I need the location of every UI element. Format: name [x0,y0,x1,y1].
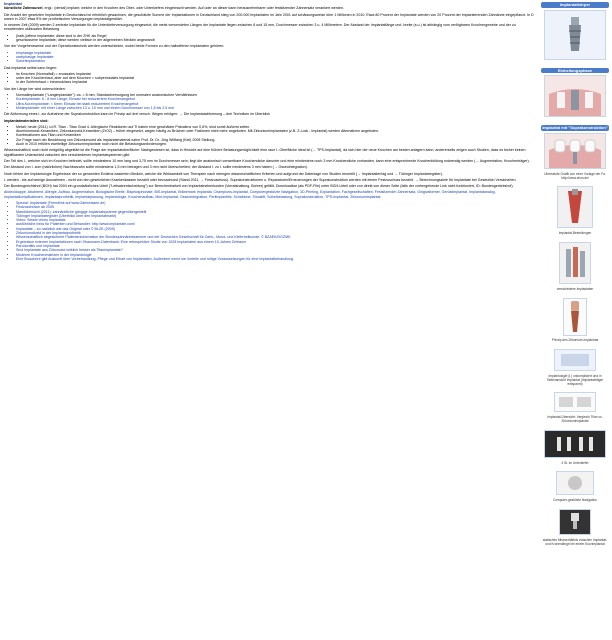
paragraph-5: Von der Länge her wird unterschieden: [4,86,66,91]
navigation-illustration[interactable] [556,471,594,495]
figure-caption: Implantat-Übersicht: Vergleich Titan vs. Zirkoniumimplantat [547,415,603,423]
list-item: • in der Schleimhaut = intramuköses Implantat [16,80,536,84]
external-link[interactable]: • Video: Setzen eines Implantats [16,218,536,222]
list-item-link[interactable]: • Kurzimplantate: 6 - 8 mm Länge; Einsatz bei reduziertem Knochenangebot [16,97,536,101]
figure-suprastructure [541,125,609,180]
list-item: • im Knochen (Normalfall) = enossales Implantat [16,72,536,76]
paragraph-11: I. werden - bis auf wenige Ausnahmen - nicht von den gesetzlichen Krankenkassen bezahlt oder bezuschusst (Stand 2011, → Festzuschuss). Suprakonstruktionen u. Reparaturen/Erneuerungen der Suprakonstruktion werden mit einem Festzuschuss bezahlt. → Berechnungsziele für Implantate bei Gesetzlich Versicherten. [4,177,517,182]
length-list [4,93,536,110]
external-links-list [4,201,536,261]
figure-navigation [541,469,609,503]
external-link[interactable]: • Tübinger Implantatregister (Überblick über den Implantatmarkt) [16,214,536,218]
lateral-view-illustration[interactable] [554,349,596,371]
paragraph-7: Wissenschaftlich noch nicht endgültig abgeklärt ist die Frage der Implantatoberfläche: Nachgewiesen ist, dass in Hinsicht auf eine frühere Belastungsmöglichkeit eine raue I.-Oberfläche ideal ist (→ TPS-Implantat), da sich hier der neue Knochen am besten anlagern kann; andererseits zeigen auch Studien, dass es bisher keinen signifikanten Unterschied zwischen den verschiedenen Implantatsystemen gibt. [4,148,526,157]
list-item-link[interactable]: • einphasige Implantate [16,51,536,55]
healing-phase-illustration[interactable] [544,75,606,117]
figure-caption: Prinzip des Zirkonium-Implantats [551,338,599,343]
external-link[interactable]: • Sind Implantate aus Zirkonoxid wirklich besser als Titanimplantate? [16,248,536,252]
intro-text: , engl.: (dental) implant; welche in den Knochen des Ober- oder Unterkiefers eingebracht werden. Auf oder an dieser kann herausnehmbarer oder festsitzender Zahnersatz verankert werden. [42,6,344,11]
list-item: • Zur Frage nach der Bewährung von Zirkoniumoxid als Implantatmaterial nahm Prof. Dr. Dr. Jörg Wiltfang (Kiel) 2008 Stellung. [16,138,536,142]
figure-lower-jaw [541,428,609,466]
paragraph-9: Der Abstand von I. zum (natürlichen) Nachbarzahn sollte mindestens 1,5 mm betragen und 3 mm nicht überschreiten; der Abstand I. zu I. sollte mindestens 3 mm haben (→ Osseointegration). [4,165,308,170]
list-item: • Kombinationen aus Titan und Keramiken [16,133,536,137]
list-item-link[interactable]: • Miniimplantate: mit einer Länge zwischen 13 u. 15 mm und einem Durchmesser von 1,8 bis 2,5 mm [16,106,536,110]
figure-zirconium [541,296,609,344]
figure-caption: verschiedene Implantaten [556,286,594,291]
paragraph-10: Noch fehlen der Implantologie Ergebnisse der so genannten Evidenz-basierten Medizin, welche die Wirksamkeit von Therapien nach strengen wissenschaftlichen Kriterien und aufgrund der Datenlage von Studien beurteilt (→ Implantatlerfolg und → Tübinger Implantatregister). [4,171,443,176]
paragraph-2: In neuerer Zeit (2009) werden 2 zentrale Implantate für die Unterkieferversorgung eingesetzt; die meist verwendeten Längen der Implantate liegen zwischen 8 und 15 mm, Durchmesser zwischen 3 u. 4 Millimetern. Der Abstand der Implantatlänge und -breite (s.u.) ist abhängig vom verfügbaren Knochengewebe und der zu erwartenden okklusalen Belastung. [4,23,516,32]
paragraph-6: Die Abformung eines I. zur Aufnahme der Suprakonstruktion kann im Prinzip auf drei versch. Wegen erfolgen: → Die Implantatabformung – drei Techniken im Überblick [4,112,270,117]
list-item-link[interactable]: • zweiphasige Implantate [16,55,536,59]
figure-healing-phase [541,68,609,122]
external-link[interactable]: • Ergebnisse externer Implantationen nach Straumann-Datenbank: Eine retrospektive Studie von 1528 Implantaten aus einem 10-Jahres Zeitraum [16,240,536,244]
list-item: • Auch in 2010 erfüllen zweiteilige Zirkoniumimplantate noch nicht die Belastungsanforderungen. [16,142,536,146]
lower-jaw-xray[interactable] [544,430,606,458]
external-link[interactable]: • Eine Broschüre gibt Auskunft über Vorbehandlung, Pflege und Erhalt von Implantaten. Außerdem nennt sie Vorteile und nötige Voraussetzungen für eine Implantatbehandlung. [16,257,536,261]
external-link[interactable]: • ausführliche Infos für Patienten und Behandler: http://www.implantate.com/ [16,222,536,226]
article [4,2,536,638]
procedure-list [4,51,536,64]
figure-caption: 4 St. im Unterkiefer [561,460,589,465]
figure-implant-body [541,2,609,64]
figure-title: Implantatkörper [541,2,609,8]
paragraph-12: Der Bundesgerichtshof (BGH) hat 2004 ein grundsätzliches Urteil ("Leitsatzentscheidung") zur Berechenbarkeit von Implantatnebenkosten (Vorratshaltung, Bohrer) gefällt. Downloadbar (als PDF-File) unter BGH-Urteil oder von direkt von dieser Seite (falls der vorhergehende Link nicht funktioniert, ID: Bundesgerichtshof). [4,184,514,189]
various-implants-illustration[interactable] [559,242,591,284]
figure-sidebar [540,2,610,638]
list-item-link[interactable]: • Sofortimplantation [16,59,536,63]
figure-orders [541,184,609,236]
paragraph-4: Das Implantat selbst kann liegen: [4,65,57,70]
comparison-illustration[interactable] [554,392,596,412]
external-link[interactable]: • Implantate – so natürlich wie das Original oder © BLZK (2009) [16,227,536,231]
implant-types-list [4,34,536,43]
external-link[interactable]: • Zirkoniumdioxid in der Implantatprothetik [16,231,536,235]
figure-short-implant [541,507,609,546]
short-implant-xray[interactable] [559,509,591,535]
list-item: • geschlossene Implantate; diese werden vielfach in der allgemeinen Medizin angewandt [16,38,536,42]
position-list [4,72,536,85]
paragraph-8: Der Teil des I., welcher sich im Knochen befindet, sollte mindestens 10 mm lang und 3,75 mm im Durchmesser sein; liegt die anatomisch vorwertbare Knochendicke darunter und eine mindestens noch 3 mm Knochendicke vorhanden, kann eine entsprechende Knochenbildung notwendig werden (→ Augmentation, Knochenträger). [4,158,530,163]
list-item-link[interactable]: • Ultra-Kurzimplantate: < 6mm; Einsatz bei stark reduziertem Knochenangebot [16,102,536,106]
list-item: • Metall; heute (2011) i.d.R. Titan - Titan Grad 4. Allergische Reaktionen auf Ti haben eine geschätzte Prävalenz von 0,6%, sind somit äußerst selten. [16,125,536,129]
figure-comparison [541,390,609,423]
figure-lateral-view [541,347,609,386]
zirconium-implant-illustration[interactable] [563,298,587,336]
implant-illustration[interactable] [544,10,606,60]
figure-caption: Computer-gestützte Navigation [553,498,597,503]
page-title: Implantat [4,2,22,6]
figure-caption: statisches Missverhältnis zwischen Implantat- und Kronenlänge bei einem Kurzimplantat [542,537,608,546]
list-item: • Aluminiumoxid-Keramiken, Zirkoniumoxid-Keramiken (ZrO2) – früher eingesetzt, wegen häufig zu Brüchen oder Frakturen nicht mehr angeboten. Mit Zirkoniumimplantaten (z.B. Z-Lock - Implantat) werden Alternativen angeboten. [16,129,536,133]
figure-caption: Übersetzte Grafik von einer Vorlage der Fa. http://www.zfsm.de/ [544,171,606,180]
suprastructure-illustration[interactable] [544,133,606,169]
external-link[interactable]: • Marktübersicht (2011): zahnärztliche gängige Implantatsysteme gegenübergestellt [16,210,536,214]
external-link[interactable]: • Wissenschaftlich abgesicherte Patienteninformation der Bundeszahnärztekammer und der Deutschen Gesellschaft für Zahn-, Mund- und Kieferheilkunde, © BZAEK/DGZMK [16,235,536,239]
figure-various [541,240,609,292]
implant-order-illustration[interactable] [557,186,593,228]
related-terms[interactable]: Abdeckkappe, Abutment, Allergie, Aufbau, Augmentation, Biologische Breite, Bisphosphonate, BIS-Implantat, Brånemark Implantat, Champions-Implantat, Computergestützte Navigation, 3D-Printing, Explantation, Fachgesellschaften, Festsitzender Zahnersatz, Gingivaformer, Gerüstimplantat, Implantatanalog, Implantatkomplikationen, Implantatprothetik, Implantatplanung, Implantologie, Knochenaufbau, Mini-Implantat, Osseointegration, Periimplantitis, Schablone, Sinuslift, Sofortbelastung, Suprakonstruktion, TPS-Implantat, Zirkoniumimplantat [4,190,496,199]
intro-term: künstliche Zahnwurzel [4,6,43,11]
list-item: • Normalimplantate ("Langimplantate"): ca. > 8 mm; Standardversorgung bei normalen anatomischen Verhältnissen [16,93,536,97]
figure-title: Implantat mit "Suprakonstruktion" [542,125,608,131]
figure-caption: Implantologie (I.) unkompliziert und in Seitenansicht Implantat (Implantatträger entspannt) [546,373,604,386]
external-link[interactable]: • Moderne Knochenmatrizen in der Implantologie [16,253,536,257]
list-item: • (halb-)offene Implantate; diese sind in der ZHK als Regel [16,34,536,38]
paragraph-1: Die Anzahl der gesetzten Implantate in Deutschland ist erheblich gewachsen, die geschätzte Summe der Implantationen in Deutschland stieg von 200.000 Implantaten im Jahr 2001 auf schätzungsweise über 1 Millionen in 2010. Etwa 80 Prozent der Implantate werden von 20 Prozent der implantierenden Zahnärzte eingepflanzt. In D waren in 2007 etwa 5% der prothetischen Versorgungen implantatgestützt. [4,12,534,21]
external-link[interactable]: • Festzuschüsse ab 2005 [16,205,536,209]
list-item: • unter der Knochenhaut, aber auf dem Knochen = subperiostales Implantat [16,76,536,80]
external-link[interactable]: • Spezial: Implantate (Fremdlink auf www.Zahnwissen.de) [16,201,536,205]
external-link[interactable]: • Parodontitis und Implantate [16,244,536,248]
figure-title: Einheilungsphase [541,68,609,74]
paragraph-3: Von der Vorgehensweise und der Operationstechnik werden unterschieden, wobei beide Formen zu den halboffenen Implantaten gehören: [4,44,225,49]
materials-heading: Implantatmaterialien sind: [4,118,49,123]
figure-caption: Implantat-Bestellungen [558,231,592,236]
materials-list [4,125,536,146]
